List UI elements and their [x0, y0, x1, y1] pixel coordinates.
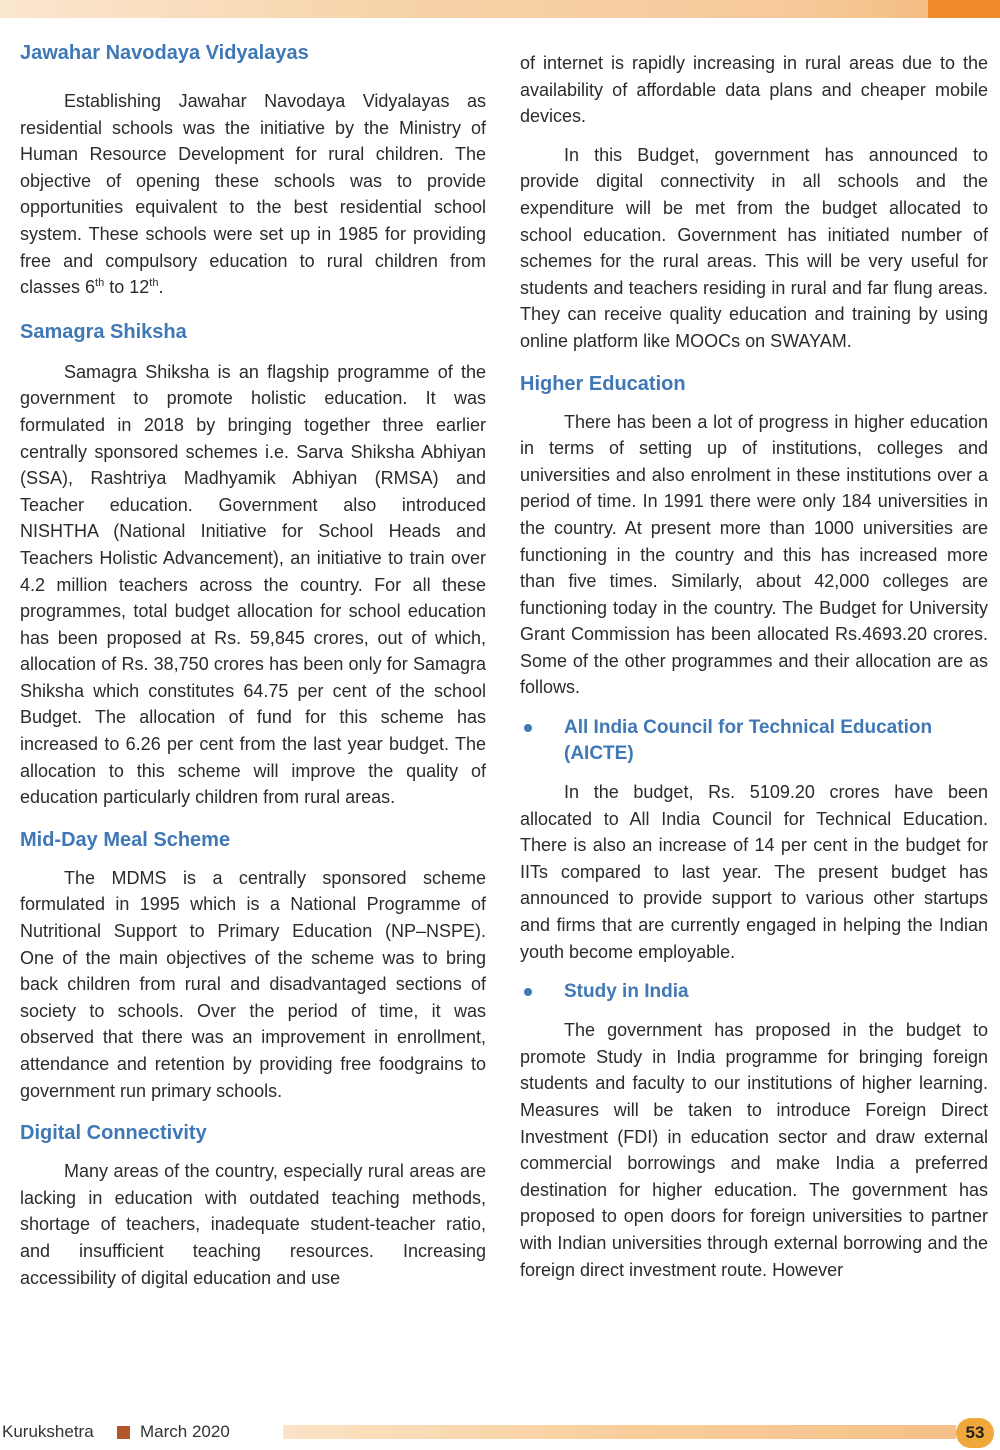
- header-accent-block: [928, 0, 1000, 18]
- section-title-navodaya: Jawahar Navodaya Vidyalayas: [20, 42, 309, 64]
- bullet-dot-icon: [524, 724, 532, 732]
- footer-stripe: [283, 1425, 956, 1439]
- left-column: [20, 40, 486, 1291]
- superscript-th-1: th: [95, 277, 105, 290]
- section-title-samagra: Samagra Shiksha: [20, 320, 187, 343]
- bullet-aicte: [520, 715, 988, 767]
- samagra-paragraph: Samagra Shiksha is an flagship programme of the government to promote holistic education. It was formulated in 2018 by bringing together three earlier centrally sponsored schemes i.e. Sarva Shiksha Abhiyan (SSA), Rashtriya Madhyamik Abhiyan (RMSA) and Teacher education. Government also introduced NISHTHA (National Initiative for School Heads and Teachers Holistic Advancement), an initiative to train over 4.2 million teachers across the country. For all these programmes, total budget allocation for school education has been proposed at Rs. 59,845 crores, out of which, allocation of Rs. 38,750 crores has been only for Samagra Shiksha which constitutes 64.75 per cent of the school Budget. The allocation of fund for this scheme has increased to 6.26 per cent from the last year budget. The allocation to this scheme will improve the quality of education particularly children from rural areas.: [20, 361, 486, 808]
- issue-month: March 2020: [140, 1422, 230, 1441]
- navodaya-text-end: .: [158, 277, 164, 298]
- navodaya-text: Establishing Jawahar Navodaya Vidyalayas as residential schools was the initiative by the Ministry of Human Resource Development for rural children. The objective of opening these schools was to provide opportunities equivalent to the best residential school system. These schools were set up in 1985 for providing free and compulsory education to rural children from classes 6: [20, 91, 486, 298]
- section-title-higher-education: Higher Education: [520, 372, 686, 395]
- bullet-study-in-india: [520, 979, 988, 1005]
- right-column: [520, 50, 988, 1283]
- footer-square-icon: [117, 1426, 130, 1439]
- page-footer: [0, 1418, 1000, 1450]
- page-number: 53: [956, 1418, 994, 1448]
- aicte-paragraph: In the budget, Rs. 5109.20 crores have been allocated to All India Council for Technical Education. There is also an increase of 14 per cent in the budget for IITs compared to last year. The present budget has announced to provide support to various other startups and firms that are currently engaged in helping the Indian youth become employable.: [520, 782, 988, 962]
- digital-continued-paragraph: of internet is rapidly increasing in rural areas due to the availability of affordable data plans and cheaper mobile devices.: [520, 53, 988, 127]
- midday-meal-paragraph: The MDMS is a centrally sponsored scheme formulated in 1995 which is a National Programme of Nutritional Support to Primary Education (NP–NSPE). One of the main objectives of the scheme was to bring back children from rural and disadvantaged sections of society to schools. Over the period of time, it was observed that there was an improvement in enrollment, attendance and retention by providing free foodgrains to government run primary schools.: [20, 867, 486, 1101]
- bullet-title-aicte: All India Council for Technical Education (AICTE): [564, 717, 933, 765]
- superscript-th-2: th: [149, 277, 159, 290]
- study-in-india-paragraph: The government has proposed in the budget to promote Study in India programme for bringing foreign students and faculty to our institutions of higher learning. Measures will be taken to introduce Foreign Direct Investment (FDI) in education sector and draw external commercial borrowings and make India a preferred destination for higher education. The government has proposed to open doors for foreign universities to partner with Indian universities through external borrowing and the foreign direct investment route. However: [520, 1020, 988, 1280]
- section-title-midday-meal: Mid-Day Meal Scheme: [20, 828, 231, 851]
- header-band: [0, 0, 1000, 18]
- bullet-dot-icon: [524, 988, 532, 996]
- navodaya-paragraph: [20, 88, 486, 301]
- bullet-title-study-in-india: Study in India: [564, 981, 689, 1003]
- higher-education-paragraph: There has been a lot of progress in higher education in terms of setting up of institutions, colleges and universities and also enrolment in these institutions over a period of time. In 1991 there were only 184 universities in the country. At present more than 1000 universities are functioning in the country and this has increased more than five times. Similarly, about 42,000 colleges are functioning today in the country. The Budget for University Grant Commission has been allocated Rs.4693.20 crores. Some of the other programmes and their allocation are as follows.: [520, 411, 988, 698]
- digital-paragraph: Many areas of the country, especially rural areas are lacking in education with outdated teaching methods, shortage of teachers, inadequate student-teacher ratio, and insufficient teaching resources. Increasing accessibility of digital education and use: [20, 1161, 486, 1288]
- budget-digital-paragraph: In this Budget, government has announced to provide digital connectivity in all schools and the expenditure will be met from the budget allocated to school education. Government has initiated number of schemes for the rural areas. This will be very useful for students and teachers residing in rural and far flung areas. They can receive quality education and training by using online platform like MOOCs on SWAYAM.: [520, 144, 988, 351]
- navodaya-text-mid: to 12: [104, 277, 150, 298]
- magazine-name: Kurukshetra: [2, 1422, 94, 1441]
- section-title-digital: Digital Connectivity: [20, 1122, 207, 1145]
